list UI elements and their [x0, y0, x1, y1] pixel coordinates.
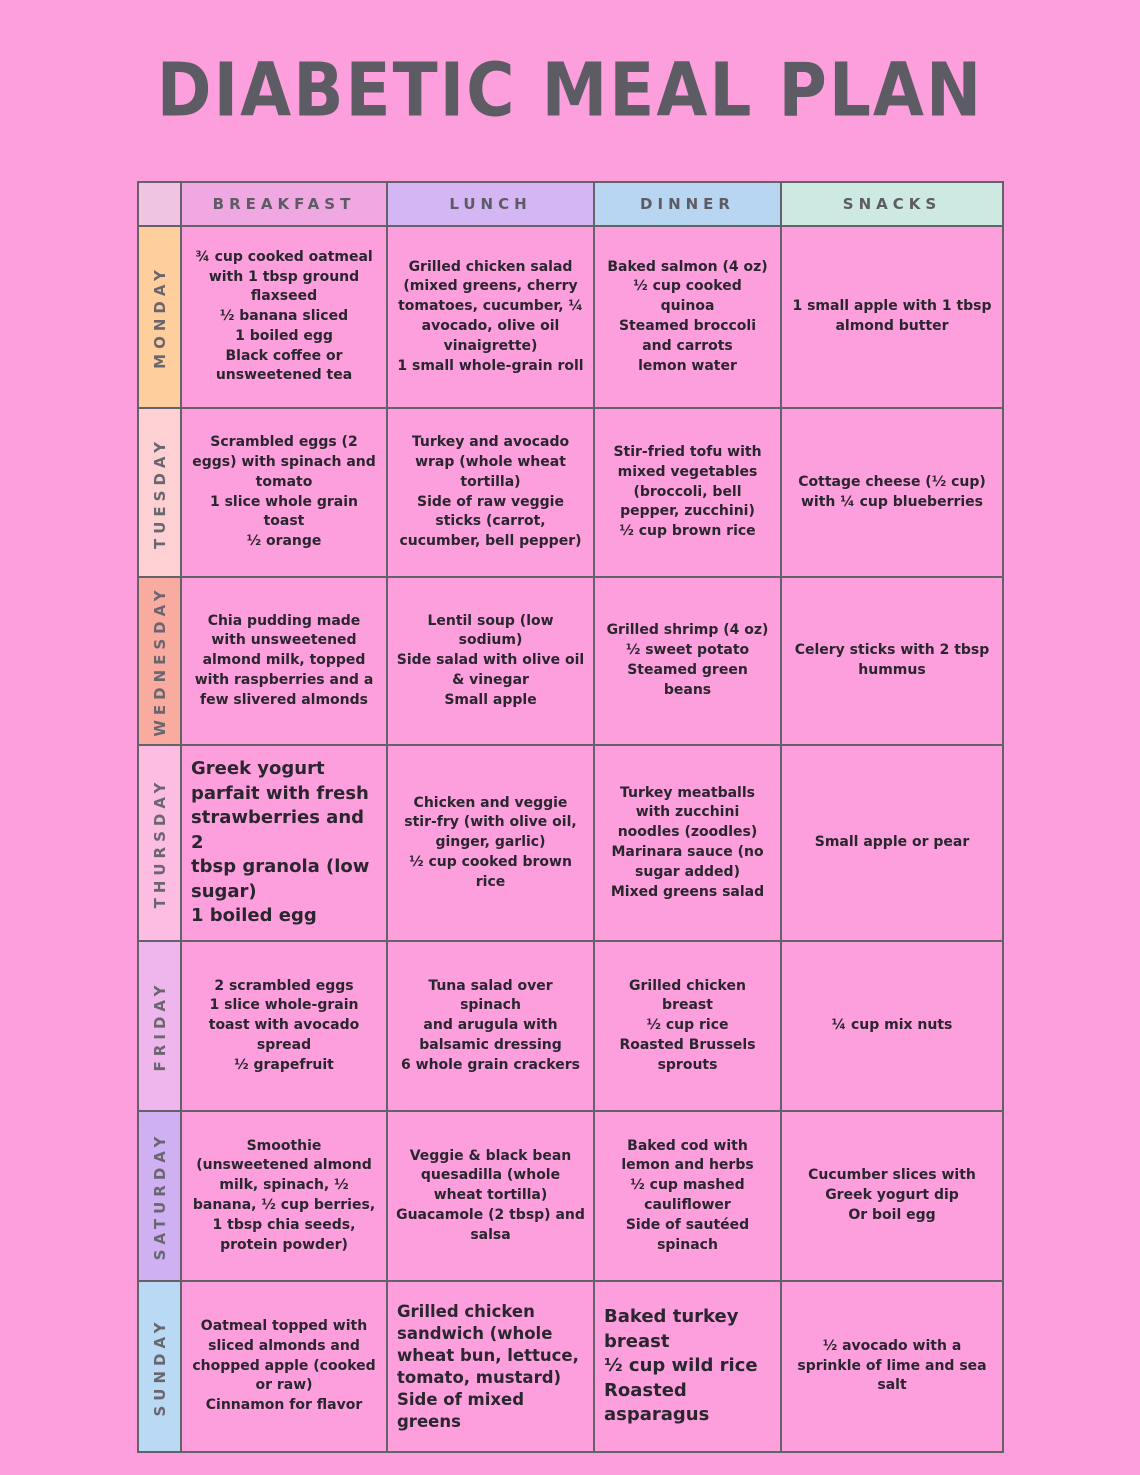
wednesday-lunch: Lentil soup (low sodium) Side salad with olive oil & vinegar Small apple	[387, 577, 594, 745]
breakfast-header: BREAKFAST	[181, 182, 387, 226]
dinner-header: DINNER	[594, 182, 781, 226]
tuesday-snacks: Cottage cheese (½ cup) with ¼ cup blueberries	[781, 408, 1003, 577]
thursday-dinner: Turkey meatballs with zucchini noodles (zoodles) Marinara sauce (no sugar added) Mixed greens salad	[594, 745, 781, 941]
sunday-breakfast: Oatmeal topped with sliced almonds and chopped apple (cooked or raw) Cinnamon for flavor	[181, 1281, 387, 1452]
monday-dinner: Baked salmon (4 oz) ½ cup cooked quinoa Steamed broccoli and carrots lemon water	[594, 226, 781, 408]
wednesday-dinner: Grilled shrimp (4 oz) ½ sweet potato Steamed green beans	[594, 577, 781, 745]
row-sunday	[138, 1281, 1003, 1452]
tuesday-lunch: Turkey and avocado wrap (whole wheat tortilla) Side of raw veggie sticks (carrot, cucumber, bell pepper)	[387, 408, 594, 577]
friday-dinner: Grilled chicken breast ½ cup rice Roasted Brussels sprouts	[594, 941, 781, 1111]
monday-breakfast: ¾ cup cooked oatmeal with 1 tbsp ground flaxseed ½ banana sliced 1 boiled egg Black coffee or unsweetened tea	[181, 226, 387, 408]
wednesday-snacks: Celery sticks with 2 tbsp hummus	[781, 577, 1003, 745]
saturday-lunch: Veggie & black bean quesadilla (whole wheat tortilla) Guacamole (2 tbsp) and salsa	[387, 1111, 594, 1281]
saturday-breakfast: Smoothie (unsweetened almond milk, spinach, ½ banana, ½ cup berries, 1 tbsp chia seeds, protein powder)	[181, 1111, 387, 1281]
page-title: DIABETIC MEAL PLAN	[156, 47, 984, 134]
day-label-wednesday: WEDNESDAY	[138, 577, 181, 745]
snacks-header: SNACKS	[781, 182, 1003, 226]
row-wednesday	[138, 577, 1003, 745]
friday-lunch: Tuna salad over spinach and arugula with balsamic dressing 6 whole grain crackers	[387, 941, 594, 1111]
day-label-friday: FRIDAY	[138, 941, 181, 1111]
friday-breakfast: 2 scrambled eggs 1 slice whole-grain toast with avocado spread ½ grapefruit	[181, 941, 387, 1111]
thursday-snacks: Small apple or pear	[781, 745, 1003, 941]
thursday-lunch: Chicken and veggie stir-fry (with olive oil, ginger, garlic) ½ cup cooked brown rice	[387, 745, 594, 941]
monday-lunch: Grilled chicken salad (mixed greens, cherry tomatoes, cucumber, ¼ avocado, olive oil vinaigrette) 1 small whole-grain roll	[387, 226, 594, 408]
day-label-thursday: THURSDAY	[138, 745, 181, 941]
sunday-snacks: ½ avocado with a sprinkle of lime and sea salt	[781, 1281, 1003, 1452]
sunday-lunch: Grilled chicken sandwich (whole wheat bun, lettuce, tomato, mustard) Side of mixed greens	[387, 1281, 594, 1452]
day-label-saturday: SATURDAY	[138, 1111, 181, 1281]
row-monday	[138, 226, 1003, 408]
saturday-dinner: Baked cod with lemon and herbs ½ cup mashed cauliflower Side of sautéed spinach	[594, 1111, 781, 1281]
row-thursday	[138, 745, 1003, 941]
saturday-snacks: Cucumber slices with Greek yogurt dip Or boil egg	[781, 1111, 1003, 1281]
wednesday-breakfast: Chia pudding made with unsweetened almond milk, topped with raspberries and a few slivered almonds	[181, 577, 387, 745]
lunch-header: LUNCH	[387, 182, 594, 226]
row-friday	[138, 941, 1003, 1111]
thursday-breakfast: Greek yogurt parfait with fresh strawberries and 2 tbsp granola (low sugar) 1 boiled egg	[181, 745, 387, 941]
meal-plan-table	[137, 181, 1004, 1453]
corner-cell	[138, 182, 181, 226]
day-label-tuesday: TUESDAY	[138, 408, 181, 577]
tuesday-dinner: Stir-fried tofu with mixed vegetables (broccoli, bell pepper, zucchini) ½ cup brown rice	[594, 408, 781, 577]
monday-snacks: 1 small apple with 1 tbsp almond butter	[781, 226, 1003, 408]
friday-snacks: ¼ cup mix nuts	[781, 941, 1003, 1111]
day-label-sunday: SUNDAY	[138, 1281, 181, 1452]
row-tuesday	[138, 408, 1003, 577]
tuesday-breakfast: Scrambled eggs (2 eggs) with spinach and tomato 1 slice whole grain toast ½ orange	[181, 408, 387, 577]
sunday-dinner: Baked turkey breast ½ cup wild rice Roasted asparagus	[594, 1281, 781, 1452]
row-saturday	[138, 1111, 1003, 1281]
header-row	[138, 182, 1003, 226]
day-label-monday: MONDAY	[138, 226, 181, 408]
